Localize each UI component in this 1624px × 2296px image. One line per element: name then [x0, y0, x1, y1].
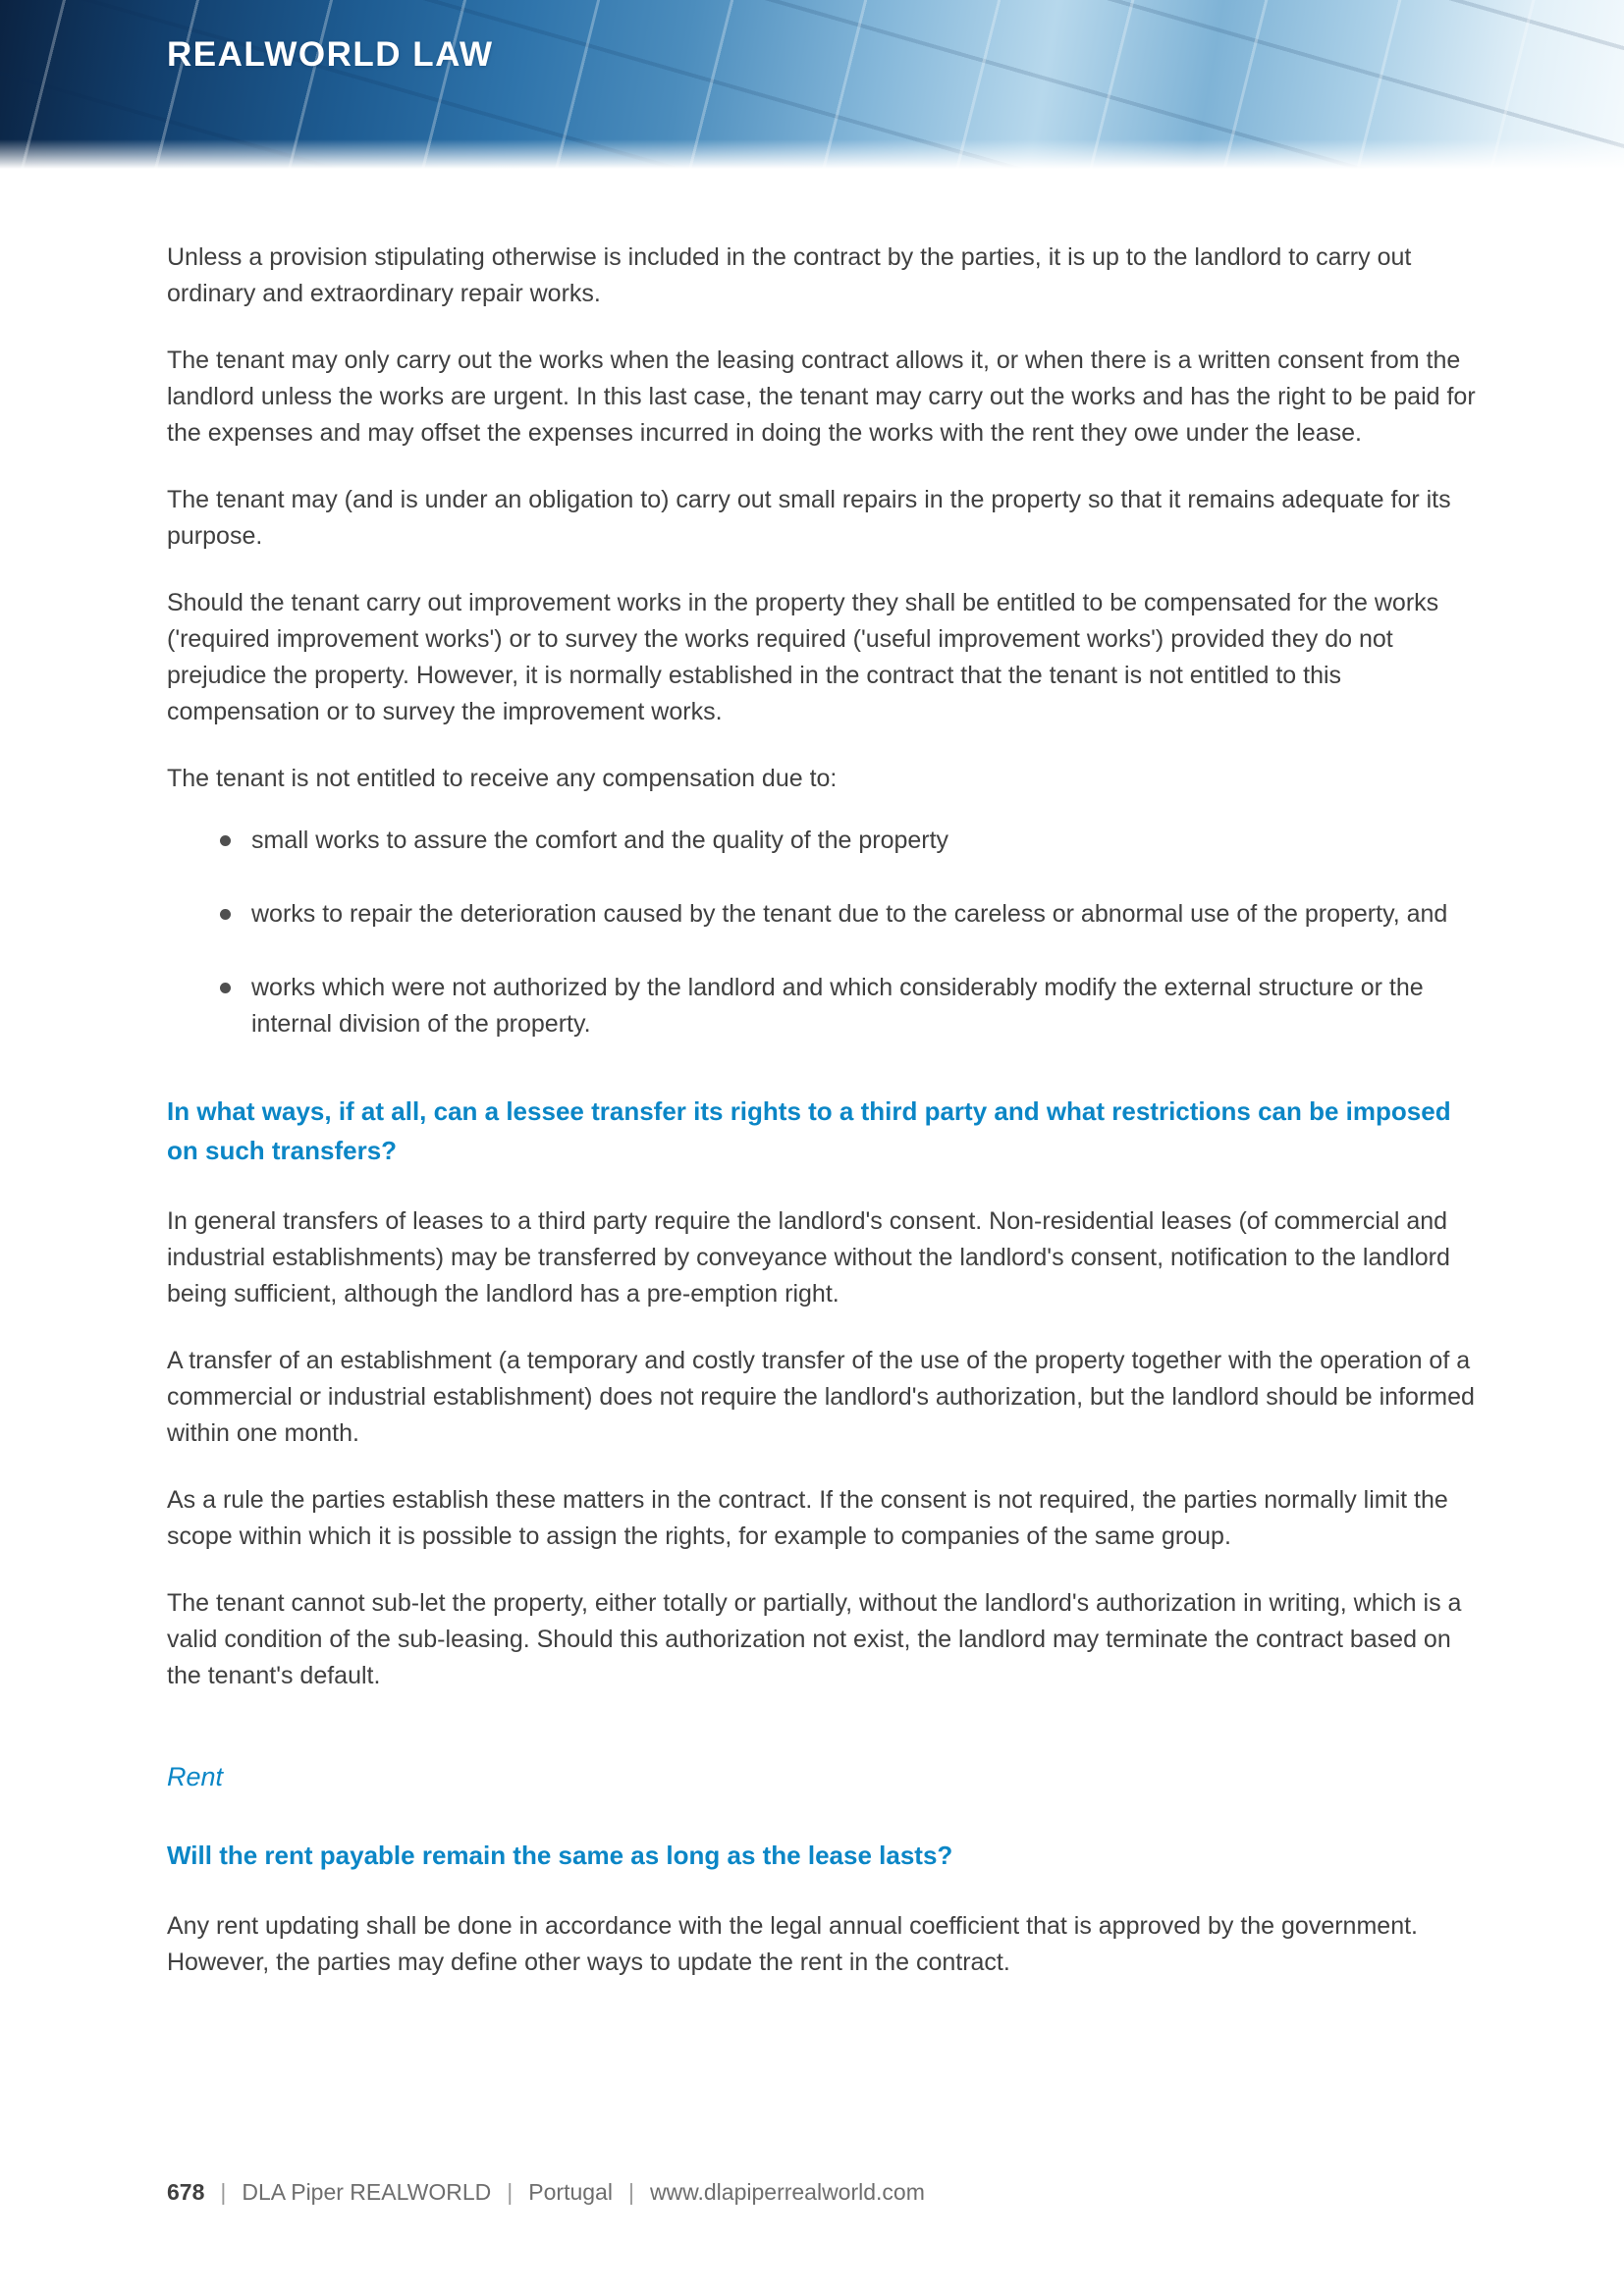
paragraph: A transfer of an establishment (a temporary and costly transfer of the use of the property together with the operation of a commercial or industrial establishment) does not require the landlord's authorization, but the landlord should be informed within one month. — [167, 1347, 1475, 1447]
footer-url-link[interactable]: www.dlapiperrealworld.com — [649, 2179, 925, 2205]
page-number: 678 — [167, 2179, 205, 2205]
footer-separator: | — [220, 2179, 227, 2205]
list-item-text: works to repair the deterioration caused by the tenant due to the careless or abnormal use of the property, and — [251, 900, 1448, 928]
list-item — [220, 970, 1481, 1042]
paragraph: Any rent updating shall be done in accordance with the legal annual coefficient that is approved by the government. However, the parties may define other ways to update the rent in the contract. — [167, 1912, 1418, 1976]
page-content — [0, 169, 1624, 1981]
bullet-icon — [220, 835, 231, 846]
footer-brand: DLA Piper REALWORLD — [242, 2179, 492, 2205]
paragraph: As a rule the parties establish these matters in the contract. If the consent is not required, the parties normally limit the scope within which it is possible to assign the rights, for example to companies of the same group. — [167, 1486, 1448, 1550]
paragraph: The tenant cannot sub-let the property, either totally or partially, without the landlord's authorization in writing, which is a valid condition of the sub-leasing. Should this authorization not exist, the landlord may terminate the contract based on the tenant's default. — [167, 1589, 1462, 1689]
header-banner — [0, 0, 1624, 169]
question-heading-rent-payable: Will the rent payable remain the same as long as the lease lasts? — [167, 1841, 953, 1870]
bullet-icon — [220, 909, 231, 920]
brand-title: REALWORLD LAW — [167, 35, 494, 74]
footer-separator: | — [627, 2179, 634, 2205]
question-heading-transfer: In what ways, if at all, can a lessee transfer its rights to a third party and what restrictions can be imposed on such transfers? — [167, 1096, 1451, 1165]
list-intro-paragraph: The tenant is not entitled to receive any compensation due to: — [167, 765, 838, 792]
bullet-list — [167, 823, 1481, 1042]
bullet-icon — [220, 983, 231, 993]
list-item — [220, 823, 1481, 859]
list-item-text: small works to assure the comfort and the quality of the property — [251, 827, 949, 854]
footer-separator: | — [507, 2179, 514, 2205]
paragraph: The tenant may (and is under an obligation to) carry out small repairs in the property so that it remains adequate for its purpose. — [167, 486, 1451, 550]
paragraph: Unless a provision stipulating otherwise is included in the contract by the parties, it is up to the landlord to carry out ordinary and extraordinary repair works. — [167, 243, 1412, 307]
section-heading-rent: Rent — [167, 1762, 224, 1791]
list-item-text: works which were not authorized by the landlord and which considerably modify the external structure or the internal division of the property. — [251, 974, 1424, 1038]
paragraph: Should the tenant carry out improvement works in the property they shall be entitled to be compensated for the works ('required improvement works') or to survey the works required ('useful improvement works') provided they do not prejudice the property. However, it is normally established in the contract that the tenant is not entitled to this compensation or to survey the improvement works. — [167, 589, 1439, 725]
list-item — [220, 896, 1481, 933]
page-footer — [167, 2179, 925, 2206]
footer-country: Portugal — [528, 2179, 613, 2205]
paragraph: In general transfers of leases to a third party require the landlord's consent. Non-residential leases (of commercial and industrial establishments) may be transferred by conveyance without the landlord's consent, notification to the landlord being sufficient, although the landlord has a pre-emption right. — [167, 1207, 1450, 1308]
paragraph: The tenant may only carry out the works when the leasing contract allows it, or when there is a written consent from the landlord unless the works are urgent. In this last case, the tenant may carry out the works and has the right to be paid for the expenses and may offset the expenses incurred in doing the works with the rent they owe under the lease. — [167, 347, 1476, 447]
